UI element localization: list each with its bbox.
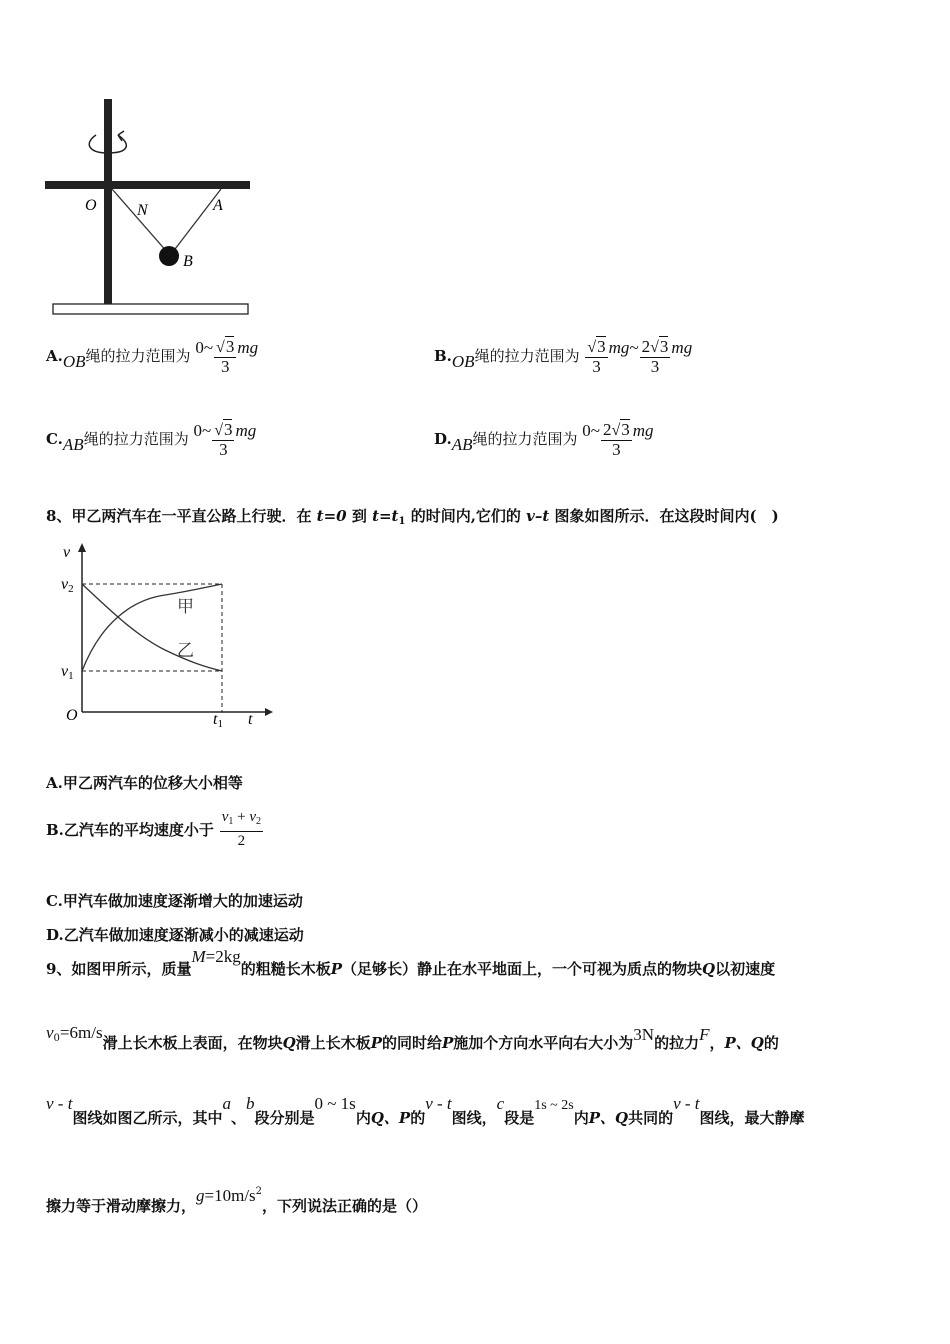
stem-part: 到 — [346, 507, 373, 525]
fraction-low: $\frac{√3}{3}$ — [587, 337, 606, 376]
base-plate — [53, 304, 248, 314]
time-range-1: 0 ~ 1s — [314, 1094, 356, 1113]
text: 9、如图甲所示，质量 — [46, 960, 192, 978]
text: 施加个方向水平向右大小为 — [453, 1034, 634, 1052]
t-zero: t=0 — [316, 507, 347, 525]
v-axis-arrow-icon — [78, 543, 86, 552]
sub1: 1 — [228, 816, 234, 827]
den: 3 — [219, 440, 228, 459]
symbol-P: P — [330, 960, 343, 978]
fraction: $\frac{2√3}{3}$ — [602, 420, 630, 459]
text: 的 — [763, 1034, 779, 1052]
v0-sub: 0 — [53, 1033, 60, 1044]
q8-option-d[interactable]: D.乙汽车做加速度逐渐减小的减速运动 — [46, 926, 304, 944]
time-range-2: 1s ~ 2s — [534, 1098, 574, 1113]
unit: mg — [671, 338, 693, 357]
rotating-frame-figure — [40, 95, 260, 325]
vt-symbol: v - t — [673, 1094, 700, 1113]
label-N: N — [137, 202, 148, 219]
root: 3 — [659, 337, 669, 356]
option-text: 绳的拉力范围为 — [85, 347, 191, 365]
v2-label — [61, 576, 74, 595]
ball-B — [159, 246, 179, 266]
option-letter: A. — [46, 347, 63, 365]
root: 3 — [223, 420, 233, 439]
mass-value: =2kg — [205, 947, 241, 966]
v0-symbol: v — [46, 1023, 54, 1042]
v1-letter: v — [61, 663, 69, 680]
t-one: t=t — [372, 507, 399, 525]
origin-label: O — [66, 707, 78, 724]
label-B: B — [183, 253, 193, 270]
symbol-Q: Q — [282, 1034, 296, 1052]
text: 的粗糙长木板 — [240, 960, 331, 978]
g-value: =10m/s — [204, 1186, 256, 1205]
sub2: 2 — [256, 816, 261, 827]
q7-option-d[interactable] — [434, 421, 654, 459]
force-symbol: F — [699, 1025, 710, 1044]
yi-label: 乙 — [177, 641, 194, 661]
v1-label — [61, 663, 74, 682]
force-value: 3N — [633, 1025, 655, 1044]
stem-part: 图象如图所示．在这段时间内( ) — [549, 507, 779, 525]
option-text: 绳的拉力范围为 — [474, 347, 580, 365]
symbols-QP: Q、P — [370, 1109, 411, 1127]
horizontal-bar — [45, 181, 250, 189]
text: 的同时给 — [381, 1034, 442, 1052]
q8-option-a[interactable]: A.甲乙两汽车的位移大小相等 — [46, 774, 243, 792]
v-axis-label: v — [63, 544, 71, 561]
option-letter: B. — [434, 347, 452, 365]
v2-letter: v — [61, 576, 69, 593]
text: 擦力等于滑动摩擦力， — [46, 1197, 197, 1215]
text: （足够长）静止在水平地面上，一个可视为质点的物块 — [342, 960, 703, 978]
g-exponent: 2 — [255, 1186, 263, 1197]
curve-yi — [82, 584, 222, 671]
range-sep: ~ — [201, 421, 212, 440]
subscript: 1 — [398, 516, 406, 527]
fraction: $\frac{√3}{3}$ — [214, 420, 233, 459]
text: 、 — [230, 1109, 246, 1127]
text: 共同的 — [628, 1109, 674, 1127]
option-text: B.乙汽车的平均速度小于 — [46, 821, 214, 839]
text: 滑上长木板上表面，在物块 — [102, 1034, 283, 1052]
text: ， — [709, 1034, 725, 1052]
den: 3 — [592, 357, 601, 376]
vertical-rod — [104, 99, 112, 305]
segment-c: c — [496, 1094, 505, 1113]
q7-option-b[interactable] — [434, 338, 692, 376]
t-axis-arrow-icon — [265, 708, 273, 716]
g-symbol: g — [196, 1186, 205, 1205]
den: 2 — [237, 833, 246, 849]
lower-bound: 0 — [582, 421, 591, 440]
text: 段是 — [504, 1109, 535, 1127]
label-A: A — [213, 197, 223, 214]
text: 滑上长木板 — [295, 1034, 371, 1052]
q8-stem — [46, 505, 779, 527]
unit: mg — [608, 338, 630, 357]
v2-sub: 2 — [68, 583, 74, 595]
rope-name: AB — [62, 435, 84, 454]
range-sep: ~ — [590, 421, 600, 440]
unit: mg — [632, 421, 654, 440]
fraction: $\frac{√3}{3}$ — [216, 337, 235, 376]
segment-b: b — [245, 1094, 255, 1113]
root: 3 — [597, 337, 606, 356]
text: 的拉力 — [654, 1034, 700, 1052]
t1-sub: 1 — [217, 718, 223, 730]
range-sep: ~ — [629, 338, 639, 357]
lower-bound: 0 — [195, 338, 204, 357]
rope-name: AB — [451, 435, 473, 454]
jia-label: 甲 — [177, 597, 194, 617]
symbols-PQ: P、Q — [588, 1109, 629, 1127]
symbol-Q: Q — [702, 960, 716, 978]
label-O: O — [85, 197, 97, 214]
symbols-PQ: P、Q — [724, 1034, 764, 1052]
t1-letter: t — [213, 711, 218, 728]
v0-value: =6m/s — [59, 1023, 103, 1042]
q7-option-c[interactable] — [46, 421, 256, 459]
option-text: 绳的拉力范围为 — [472, 430, 578, 448]
unit: mg — [237, 338, 259, 357]
symbol-P: P — [441, 1034, 454, 1052]
stem-part: 8、甲乙两汽车在一平直公路上行驶．在 — [46, 507, 317, 525]
rope-name: OB — [451, 352, 475, 371]
den: 3 — [612, 440, 621, 459]
den: 3 — [650, 357, 660, 376]
option-text: 绳的拉力范围为 — [83, 430, 189, 448]
t1-label — [213, 711, 223, 730]
text: 内 — [355, 1109, 371, 1127]
root: 3 — [225, 337, 235, 356]
q9-line-4 — [46, 1186, 428, 1216]
vt-label: v–t — [526, 507, 550, 525]
q9-line-2 — [46, 1023, 779, 1054]
segment-a: a — [222, 1094, 231, 1113]
curve-jia — [82, 584, 222, 671]
q7-option-a[interactable] — [46, 338, 258, 376]
text: 图线如图乙所示，其中 — [72, 1109, 223, 1127]
q9-line-1 — [46, 947, 776, 979]
t-axis-label: t — [248, 711, 253, 728]
v1: v — [221, 809, 229, 825]
q9-line-3 — [46, 1094, 805, 1128]
text: 内 — [573, 1109, 589, 1127]
text: 段分别是 — [254, 1109, 315, 1127]
symbol-P: P — [370, 1034, 382, 1052]
v2: v — [249, 809, 256, 825]
coef: 2 — [641, 337, 651, 356]
option-letter: C. — [46, 430, 63, 448]
root: 3 — [621, 420, 630, 439]
vt-symbol: v - t — [425, 1094, 452, 1113]
vt-symbol: v - t — [46, 1094, 73, 1113]
q8-option-b[interactable] — [46, 808, 264, 850]
den: 3 — [220, 357, 230, 376]
rope-name: OB — [62, 352, 86, 371]
option-letter: D. — [434, 430, 452, 448]
plus: + — [237, 809, 246, 825]
unit: mg — [235, 421, 257, 440]
range-sep: ~ — [203, 338, 214, 357]
lower-bound: 0 — [193, 421, 202, 440]
coef: 2 — [602, 420, 612, 439]
vt-graph — [55, 540, 275, 735]
q8-option-c[interactable]: C.甲汽车做加速度逐渐增大的加速运动 — [46, 892, 303, 910]
fraction-high: $\frac{2√3}{3}$ — [641, 337, 669, 376]
v1-sub: 1 — [68, 670, 74, 682]
avg-velocity-fraction — [220, 808, 263, 850]
stem-part: 的时间内,它们的 — [405, 507, 527, 525]
mass-symbol: M — [191, 947, 206, 966]
rope-OB — [112, 189, 168, 253]
text: 的 — [410, 1109, 426, 1127]
text: 图线，最大静摩 — [699, 1109, 805, 1127]
text: 图线， — [451, 1109, 497, 1127]
text: 以初速度 — [715, 960, 776, 978]
text: ，下列说法正确的是（） — [262, 1197, 428, 1215]
